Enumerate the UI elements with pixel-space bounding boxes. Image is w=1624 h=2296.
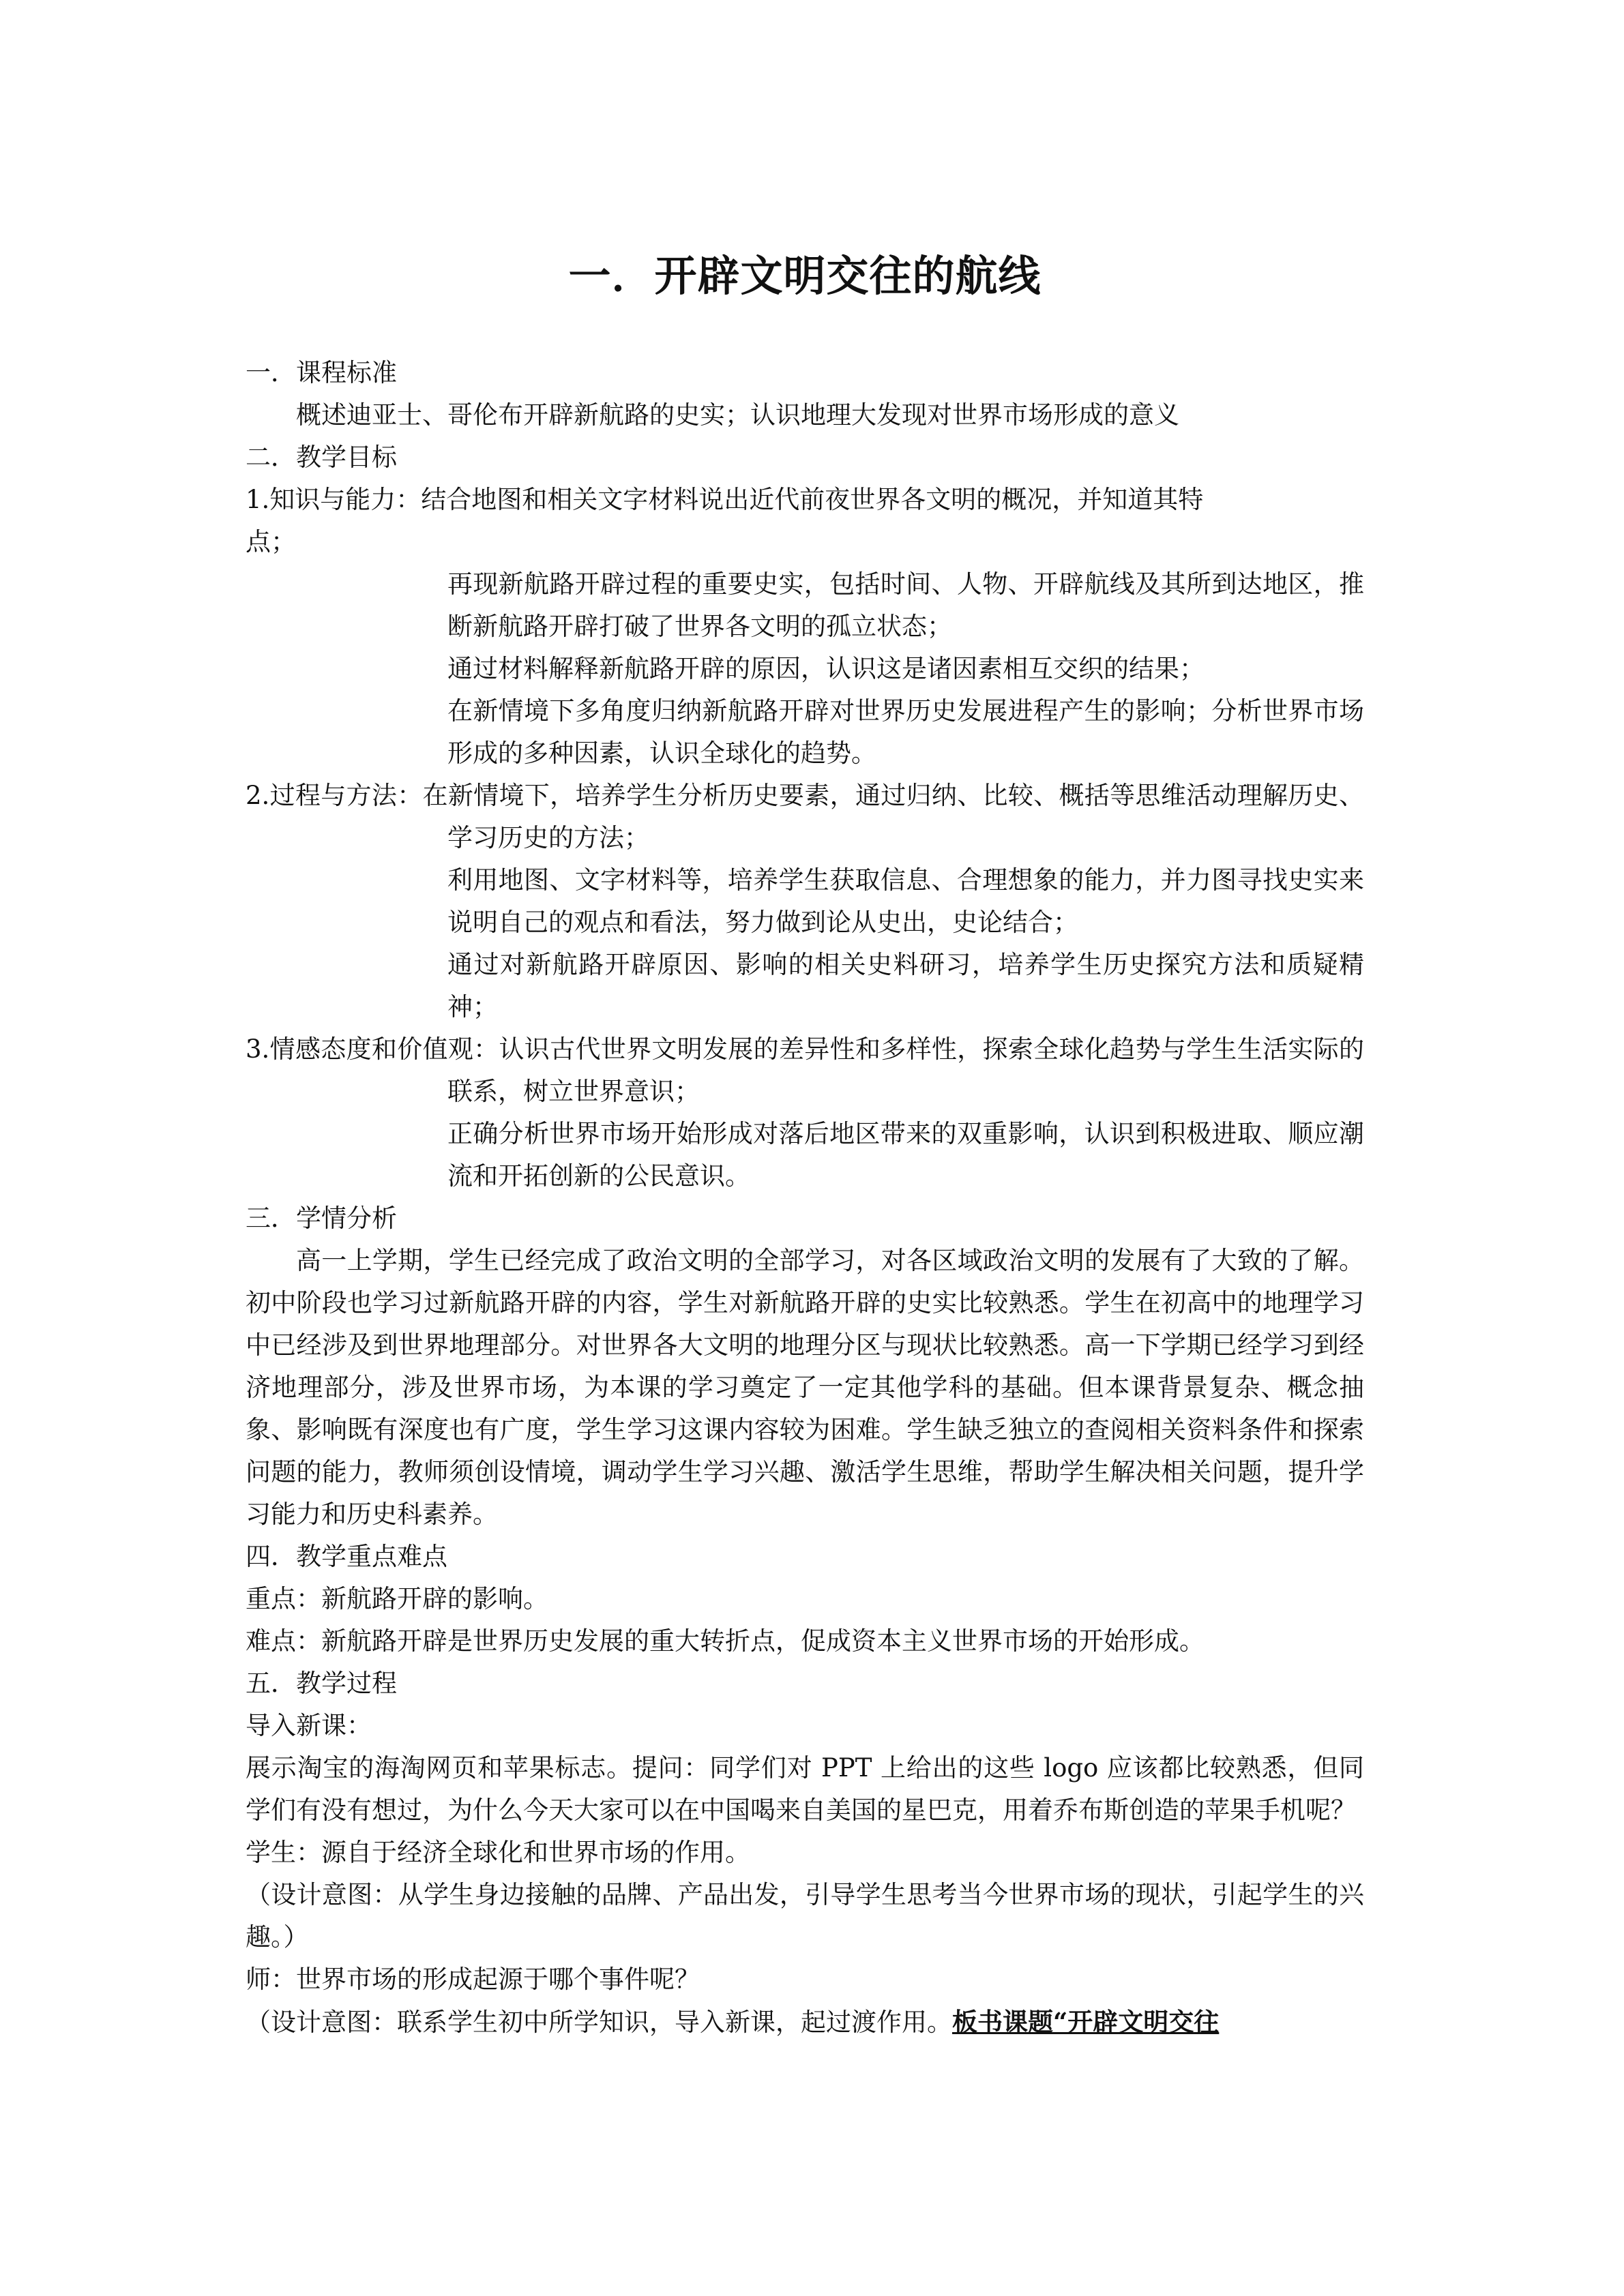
difficult-point-text: 难点：新航路开辟是世界历史发展的重大转折点，促成资本主义世界市场的开始形成。: [246, 1626, 1205, 1656]
board-title-text: 板书课题“开辟文明交往: [952, 2007, 1220, 2037]
design-intent-1: （设计意图：从学生身边接触的品牌、产品出发，引导学生思考当今世界市场的现状，引起学生的兴趣。）: [246, 1880, 1364, 1952]
document-page: [246, 0, 1364, 2296]
section-heading-goals: 二．教学目标: [246, 443, 397, 472]
document-title: 一．开辟文明交往的航线: [568, 251, 1042, 301]
design-intent-2-text: （设计意图：联系学生初中所学知识，导入新课，起过渡作用。: [246, 2008, 952, 2037]
goal-1-paragraph-4: 在新情境下多角度归纳新航路开辟对世界历史发展进程产生的影响；分析世界市场形成的多种因素，认识全球化的趋势。: [447, 696, 1364, 768]
goal-3-paragraph-2: 正确分析世界市场开始形成对落后地区带来的双重影响，认识到积极进取、顺应潮流和开拓创新的公民意识。: [447, 1119, 1364, 1191]
goal-1-line1: 结合地图和相关文字材料说出近代前夜世界各文明的概况，并知道其特: [421, 485, 1204, 514]
goal-2-text-1: 在新情境下，培养学生分析历史要素，通过归纳、比较、概括等思维活动理解历史、学习历史的方法；: [422, 781, 1364, 852]
lesson-intro-label: 导入新课：: [246, 1711, 372, 1740]
goal-1-line1-continued: 点；: [246, 527, 296, 556]
goal-1-paragraph-3: 通过材料解释新航路开辟的原因，认识这是诸因素相互交织的结果；: [447, 654, 1205, 683]
section-heading-learner-analysis: 三．学情分析: [246, 1204, 397, 1233]
teacher-question: 师：世界市场的形成起源于哪个事件呢？: [246, 1965, 700, 1994]
goal-3-paragraph-1: [246, 1028, 1364, 1113]
learner-analysis-text: 高一上学期，学生已经完成了政治文明的全部学习，对各区域政治文明的发展有了大致的了解。初中阶段也学习过新航路开辟的内容，学生对新航路开辟的史实比较熟悉。学生在初高中的地理学习中已经涉及到世界地理部分。对世界各大文明的地理分区与现状比较熟悉。高一下学期已经学习到经济地理部分，涉及世界市场，为本课的学习奠定了一定其他学科的基础。但本课背景复杂、概念抽象、影响既有深度也有广度，学生学习这课内容较为困难。学生缺乏独立的查阅相关资料条件和探索问题的能力，教师须创设情境，调动学生学习兴趣、激活学生思维，帮助学生解决相关问题，提升学习能力和历史科素养。: [246, 1246, 1364, 1529]
lesson-intro-paragraph: 展示淘宝的海淘网页和苹果标志。提问：同学们对 PPT 上给出的这些 logo 应该都比较熟悉，但同学们有没有想过，为什么今天大家可以在中国喝来自美国的星巴克，用着乔布斯创造的苹果手机呢？: [246, 1753, 1364, 1825]
goal-3-text-1: 认识古代世界文明发展的差异性和多样性，探索全球化趋势与学生生活实际的联系，树立世界意识；: [447, 1034, 1364, 1106]
section-heading-curriculum: 一．课程标准: [246, 358, 397, 387]
goal-3-label: 3.情感态度和价值观：: [246, 1034, 499, 1064]
goal-1-paragraph-2: 再现新航路开辟过程的重要史实，包括时间、人物、开辟航线及其所到达地区，推断新航路开辟打破了世界各文明的孤立状态；: [447, 569, 1364, 641]
student-answer: 学生：源自于经济全球化和世界市场的作用。: [246, 1838, 750, 1867]
goal-2-label: 2.过程与方法：: [246, 781, 423, 810]
goal-2-paragraph-3: 通过对新航路开辟原因、影响的相关史料研习，培养学生历史探究方法和质疑精神；: [447, 950, 1364, 1022]
document-body: [246, 352, 1364, 2043]
goal-1-first-line: [246, 479, 1364, 521]
design-intent-2: [246, 2001, 1364, 2043]
section-heading-key-points: 四．教学重点难点: [246, 1542, 447, 1571]
section-heading-teaching-process: 五．教学过程: [246, 1669, 397, 1698]
goal-2-paragraph-1: [246, 775, 1364, 859]
key-point-text: 重点：新航路开辟的影响。: [246, 1584, 548, 1613]
goal-1-label: 1.知识与能力：: [246, 485, 422, 514]
curriculum-standard-text: 概述迪亚士、哥伦布开辟新航路的史实；认识地理大发现对世界市场形成的意义: [296, 400, 1179, 430]
goal-2-paragraph-2: 利用地图、文字材料等，培养学生获取信息、合理想象的能力，并力图寻找史实来说明自己的观点和看法，努力做到论从史出，史论结合；: [447, 865, 1364, 937]
